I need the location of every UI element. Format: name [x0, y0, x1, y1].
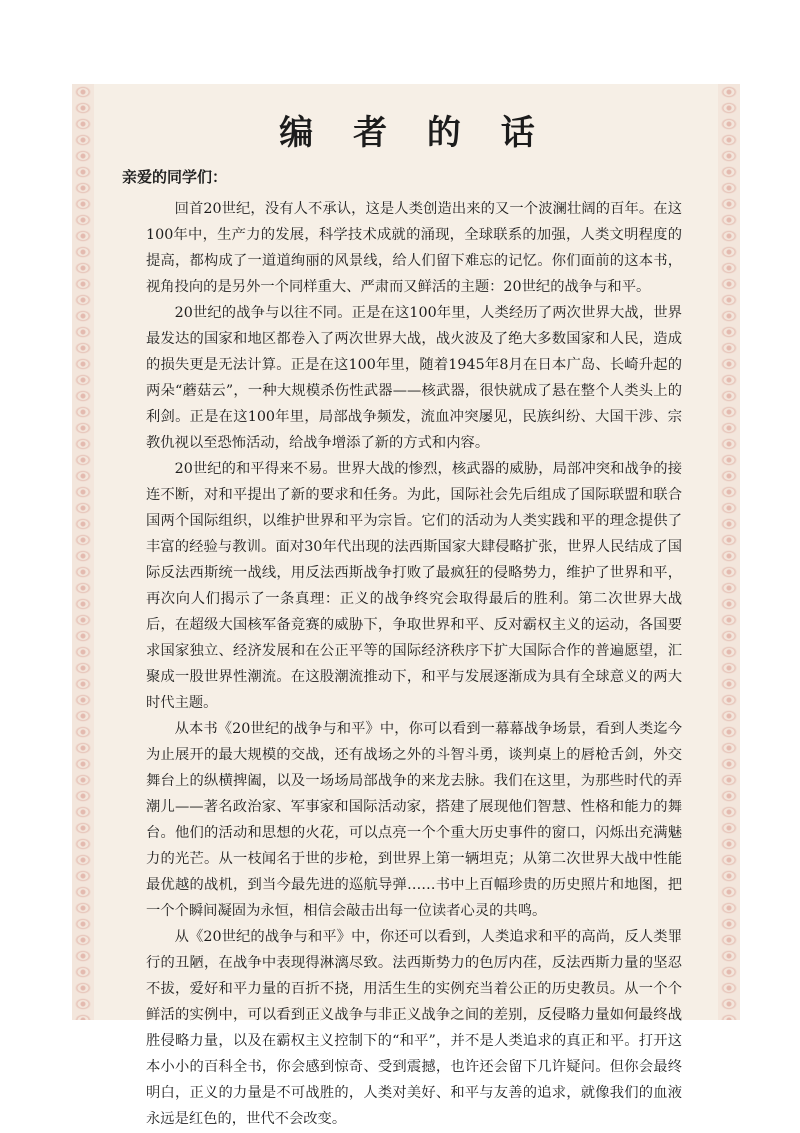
book-page	[72, 84, 740, 1127]
paragraph-4: 从本书《20世纪的战争与和平》中，你可以看到一幕幕战争场景，看到人类迄今为止展开的最大规模的交战，还有战场之外的斗智斗勇，谈判桌上的唇枪舌剑，外交舞台上的纵横捭阖，以及一场场局部战争的来龙去脉。我们在这里，为那些时代的弄潮儿——著名政治家、军事家和国际活动家，搭建了展现他们智慧、性格和能力的舞台。他们的活动和思想的火花，可以点亮一个个重大历史事件的窗口，闪烁出充满魅力的光芒。从一枝闻名于世的步枪，到世界上第一辆坦克；从第二次世界大战中性能最优越的战机，到当今最先进的巡航导弹……书中上百幅珍贵的历史照片和地图，把一个个瞬间凝固为永恒，相信会敲击出每一位读者心灵的共鸣。	[146, 721, 682, 919]
page-content	[122, 110, 682, 1132]
page-body	[94, 84, 718, 1127]
decorative-border-left	[72, 84, 94, 1020]
paragraph-5: 从《20世纪的战争与和平》中，你还可以看到，人类追求和平的高尚，反人类罪行的丑陋，在战争中表现得淋漓尽致。法西斯势力的色厉内荏，反法西斯力量的坚忍不拔，爱好和平力量的百折不挠，用活生生的实例充当着公正的历史教员。从一个个鲜活的实例中，可以看到正义战争与非正义战争之间的差别，反侵略力量如何最终战胜侵略力量，以及在霸权主义控制下的“和平”，并不是人类追求的真正和平。打开这本小小的百科全书，你会感到惊奇、受到震撼，也许还会留下几许疑问。但你会最终明白，正义的力量是不可战胜的，人类对美好、和平与友善的追求，就像我们的血液永远是红色的，世代不会改变。	[146, 929, 682, 1127]
paragraph-1: 回首20世纪，没有人不承认，这是人类创造出来的又一个波澜壮阔的百年。在这100年中，生产力的发展，科学技术成就的涌现，全球联系的加强，人类文明程度的提高，都构成了一道道绚丽的风景线，给人们留下难忘的记忆。你们面前的这本书，视角投向的是另外一个同样重大、严肃而又鲜活的主题：20世纪的战争与和平。	[146, 201, 682, 295]
paragraph-2: 20世纪的战争与以往不同。正是在这100年里，人类经历了两次世界大战，世界最发达的国家和地区都卷入了两次世界大战，战火波及了绝大多数国家和人民，造成的损失更是无法计算。正是在这100年里，随着1945年8月在日本广岛、长崎升起的两朵“蘑菇云”，一种大规模杀伤性武器——核武器，很快就成了悬在整个人类头上的利剑。正是在这100年里，局部战争频发，流血冲突屡见，民族纠纷、大国干涉、宗教仇视以至恐怖活动，给战争增添了新的方式和内容。	[146, 305, 682, 451]
decorative-border-right	[718, 84, 740, 1020]
salutation: 亲爱的同学们：	[122, 168, 228, 186]
paragraph-3: 20世纪的和平得来不易。世界大战的惨烈，核武器的威胁，局部冲突和战争的接连不断，对和平提出了新的要求和任务。为此，国际社会先后组成了国际联盟和联合国两个国际组织，以维护世界和平为宗旨。它们的活动为人类实践和平的理念提供了丰富的经验与教训。面对30年代出现的法西斯国家大肆侵略扩张，世界人民结成了国际反法西斯统一战线，用反法西斯战争打败了最疯狂的侵略势力，维护了世界和平，再次向人们揭示了一条真理：正义的战争终究会取得最后的胜利。第二次世界大战后，在超级大国核军备竞赛的威胁下，争取世界和平、反对霸权主义的运动，各国要求国家独立、经济发展和在公正平等的国际经济秩序下扩大国际合作的普遍愿望，汇聚成一股世界性潮流。在这股潮流推动下，和平与发展逐渐成为具有全球意义的两大时代主题。	[146, 461, 682, 711]
page-title: 编 者 的 话	[279, 113, 549, 153]
